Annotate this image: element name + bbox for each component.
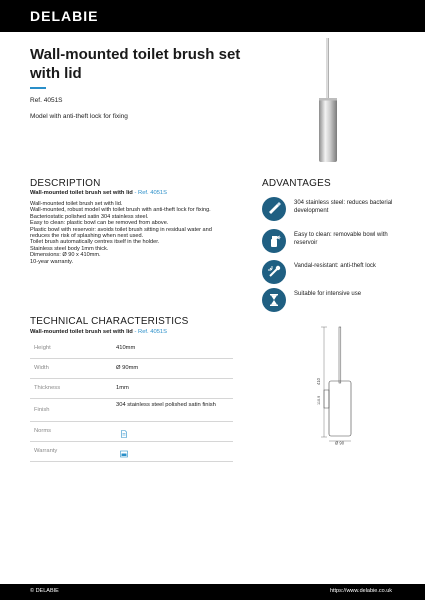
advantage-item: [262, 229, 412, 253]
table-value: 410mm: [116, 345, 136, 351]
drawing-height-label: 410: [316, 378, 321, 385]
table-row: [30, 359, 233, 379]
technical-table: [30, 339, 233, 462]
footer-url-link[interactable]: https://www.delabie.co.uk: [329, 588, 392, 594]
table-label: Norms: [34, 428, 52, 434]
table-label: Thickness: [34, 385, 61, 391]
table-row: [30, 379, 233, 399]
table-value: Ø 90mm: [116, 365, 139, 371]
advantage-text: 304 stainless steel: reduces bacterial development: [294, 200, 393, 214]
advantages-heading: ADVANTAGES: [262, 178, 331, 189]
table-value: 304 stainless steel polished satin finish: [116, 402, 216, 408]
title-underline: [30, 87, 46, 89]
table-label: Height: [34, 345, 51, 351]
table-row: [30, 339, 233, 359]
footer-copyright: © DELABIE: [30, 588, 59, 594]
description-line: Wall-mounted toilet brush set with lid.: [30, 201, 123, 207]
advantage-item: [262, 197, 412, 221]
description-heading: DESCRIPTION: [30, 178, 101, 189]
description-line: Toilet brush automatically centres itself in the holder.: [30, 239, 160, 246]
description-line: Dimensions: Ø 90 x 410mm.: [30, 252, 101, 259]
table-label: Warranty: [34, 448, 58, 454]
description-body: [30, 201, 245, 265]
advantage-item: [262, 288, 412, 312]
description-line: Stainless steel body 1mm thick.: [30, 245, 109, 252]
description-line: Easy to clean: plastic bowl can be removed from above.: [30, 220, 169, 227]
description-line: 10-year warranty.: [30, 258, 74, 265]
product-image: [318, 38, 338, 163]
technical-heading: TECHNICAL CHARACTERISTICS: [30, 316, 189, 327]
advantage-text: Suitable for intensive use: [294, 291, 362, 297]
description-sub-name: Wall-mounted toilet brush set with lid: [30, 190, 133, 196]
footer-bar: [0, 584, 425, 600]
description-line: reduces the risk of splashing when next used.: [30, 233, 144, 240]
technical-sub-name: Wall-mounted toilet brush set with lid: [30, 329, 133, 335]
cleaning-spray-icon: [262, 229, 286, 253]
hourglass-icon: [262, 288, 286, 312]
advantage-item: [262, 260, 412, 284]
advantage-text: Vandal-resistant: anti-theft lock: [294, 263, 376, 269]
advantage-text: Easy to clean: removable bowl with reservoir: [294, 232, 388, 246]
table-row: [30, 442, 233, 462]
technical-subtitle: [30, 329, 167, 335]
warranty-icon[interactable]: [120, 445, 128, 453]
description-sub-ref: - Ref. 4051S: [134, 190, 168, 196]
header-bar: [0, 0, 425, 32]
table-row: [30, 399, 233, 422]
product-ref: Ref. 4051S: [30, 97, 63, 104]
description-subtitle: [30, 190, 167, 196]
description-line: Bacteriostatic polished satin 304 stainless steel.: [30, 213, 149, 220]
description-line: Plastic bowl with reservoir: avoids toilet brush sitting in residual water and: [30, 226, 212, 233]
description-line: Wall-mounted, robust model with toilet brush with anti-theft lock for fixing.: [30, 207, 211, 214]
table-label: Finish: [34, 407, 50, 413]
table-label: Width: [34, 365, 49, 371]
model-note: Model with anti-theft lock for fixing: [30, 113, 128, 120]
table-row: [30, 422, 233, 442]
delabie-logo[interactable]: DELABIE: [30, 8, 99, 24]
drawing-depth-label: 110.9: [317, 395, 321, 405]
vandal-resistant-icon: [262, 260, 286, 284]
norms-document-icon[interactable]: [120, 425, 128, 433]
drawing-diameter-label: Ø 90: [335, 440, 345, 445]
product-title: Wall-mounted toilet brush set with lid: [30, 46, 241, 82]
technical-drawing: [310, 325, 365, 445]
stainless-steel-icon: [262, 197, 286, 221]
technical-sub-ref: - Ref. 4051S: [134, 329, 168, 335]
table-value: 1mm: [116, 385, 129, 391]
